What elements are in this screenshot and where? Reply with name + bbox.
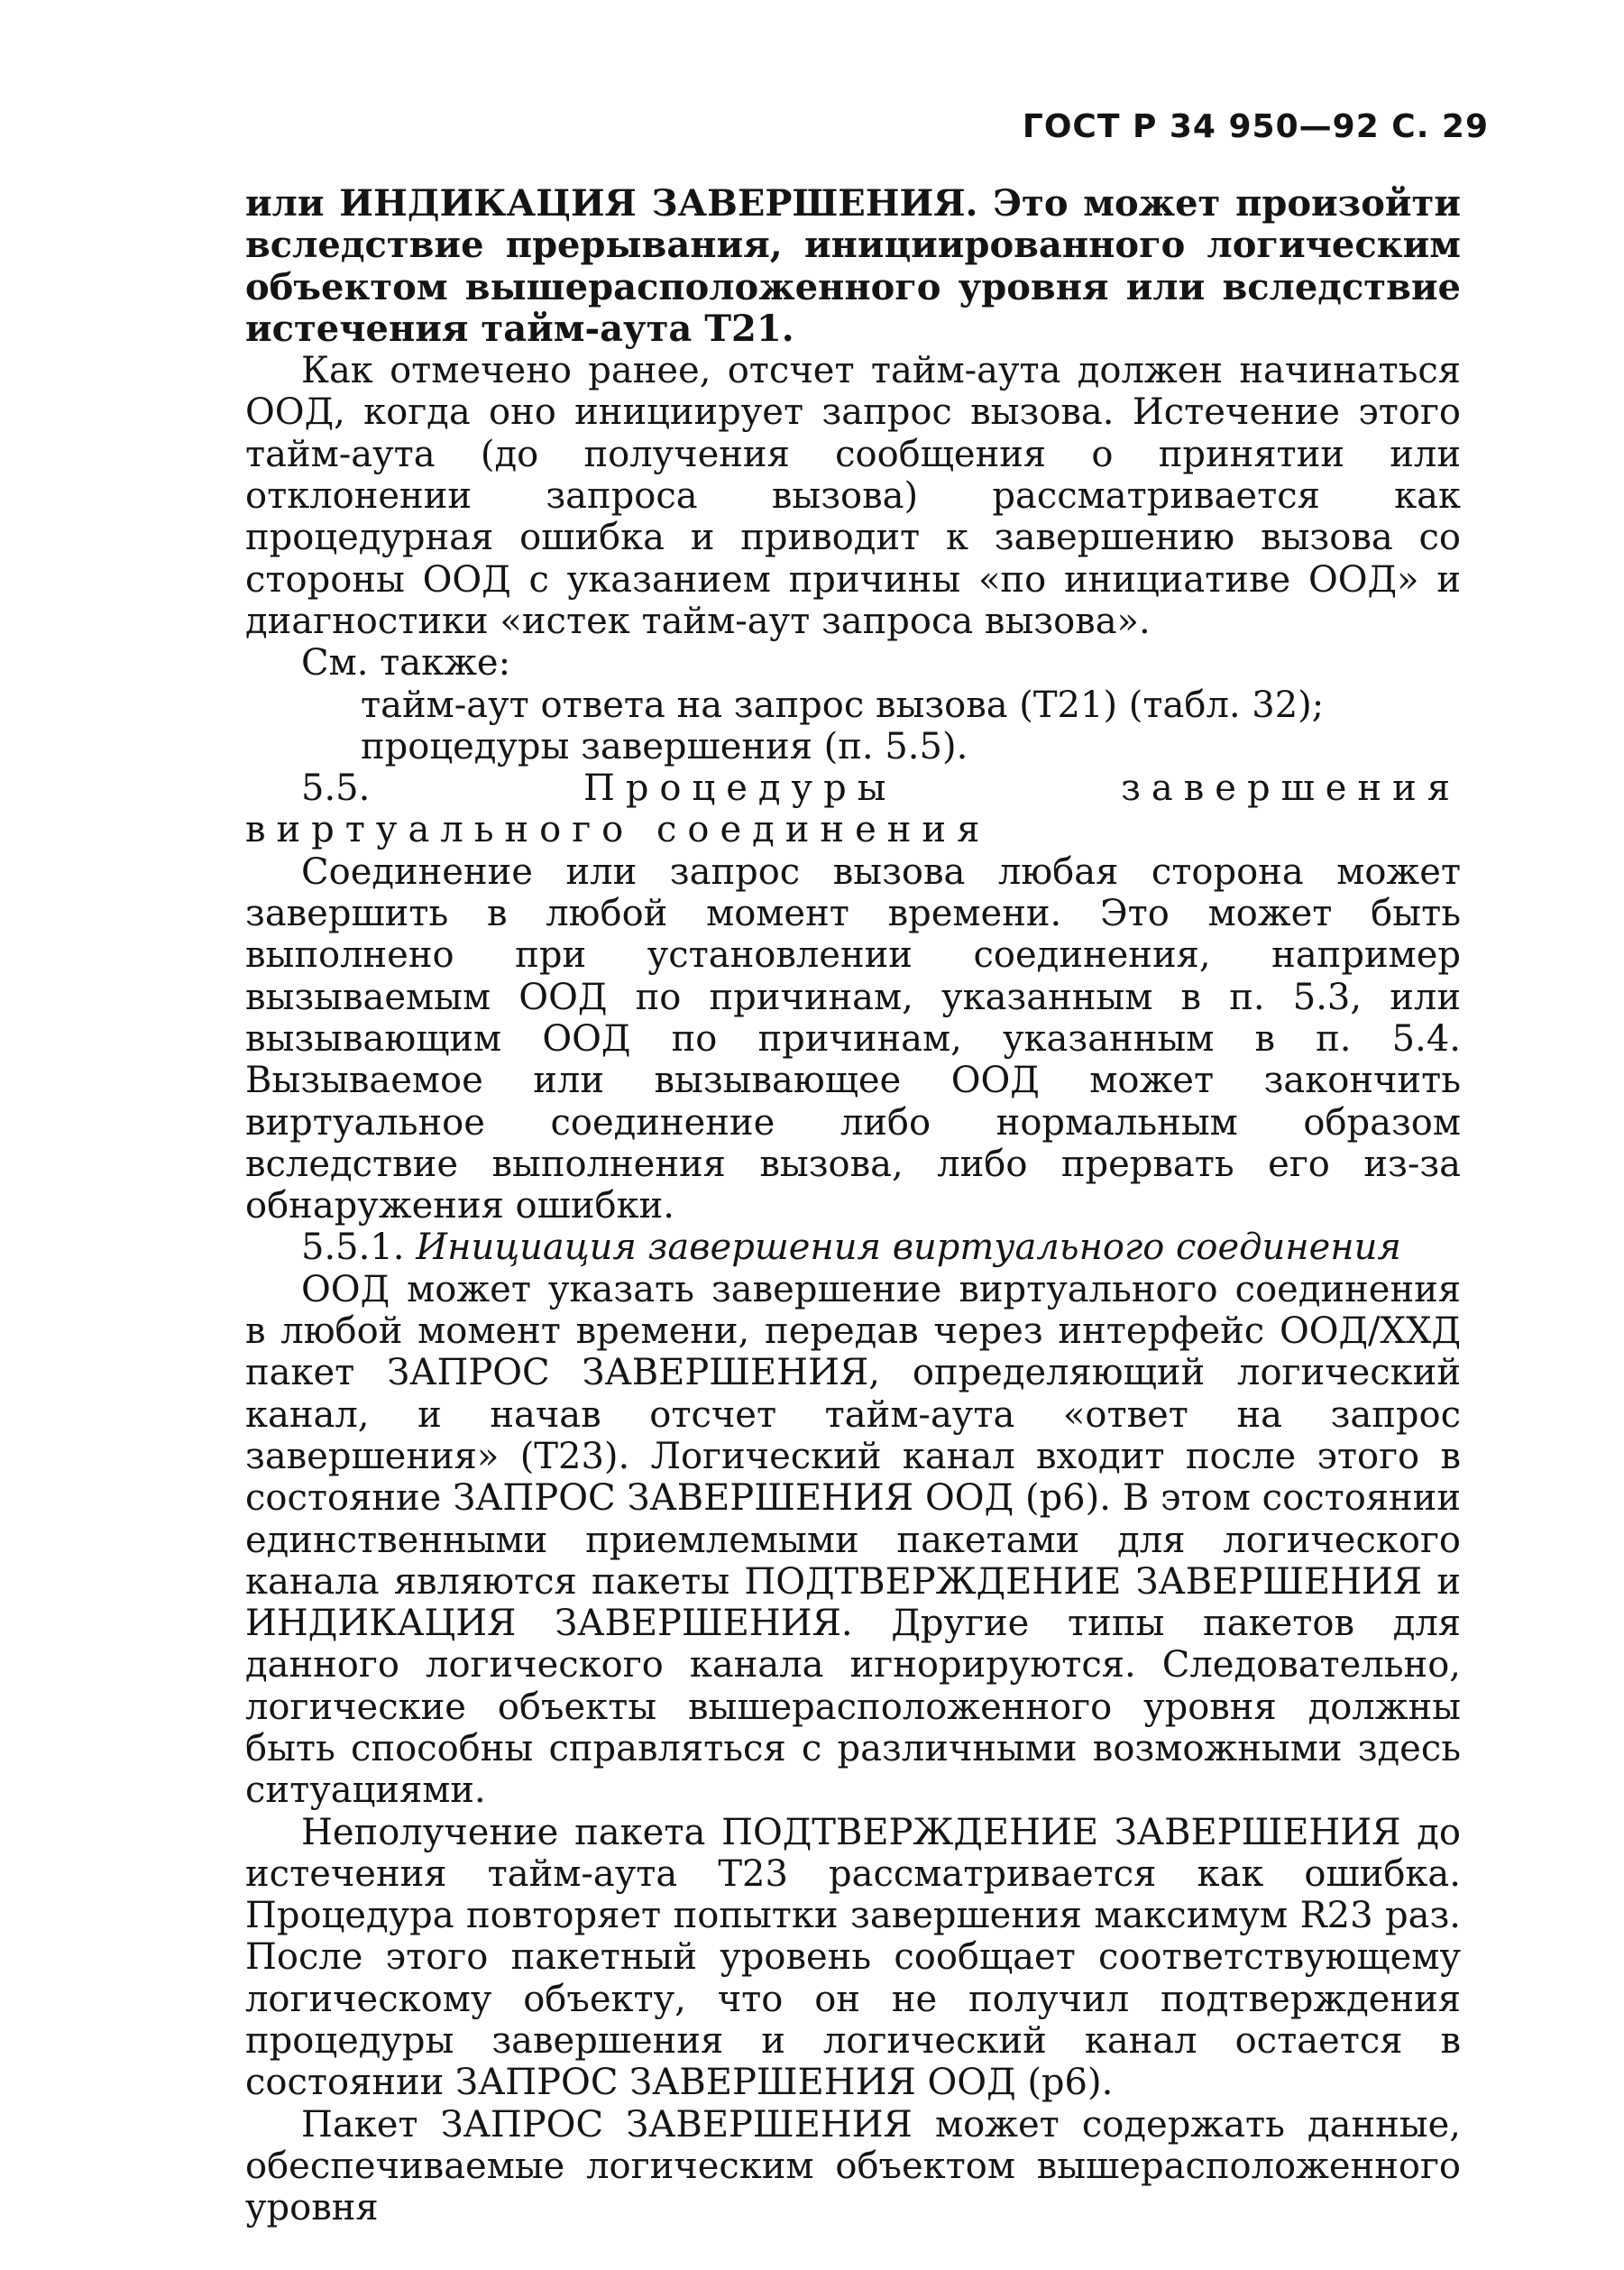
paragraph-continuation: или ИНДИКАЦИЯ ЗАВЕРШЕНИЯ. Это может произойти вследствие прерывания, инициированного логическим объектом вышерасположенного уровня или вследствие истечения тайм-аута Т21. bbox=[245, 182, 1461, 350]
paragraph-termination: Соединение или запрос вызова любая сторона может завершить в любой момент времени. Это может быть выполнено при установлении соединения, например вызываемым ООД по причинам, указанным в п. 5.3, или вызывающим ООД по причинам, указанным в п. 5.4. Вызываемое или вызывающее ООД может закончить виртуальное соединение либо нормальным образом вследствие выполнения вызова, либо прервать его из-за обнаружения ошибки. bbox=[245, 850, 1461, 1227]
document-body bbox=[245, 183, 1461, 2229]
section-heading bbox=[245, 767, 1461, 851]
subsection-title: Инициация завершения виртуального соединения bbox=[416, 1227, 1401, 1269]
subsection-number: 5.5.1. bbox=[301, 1227, 405, 1269]
section-number: 5.5. bbox=[301, 767, 371, 810]
see-also-item: тайм-аут ответа на запрос вызова (Т21) (табл. 32); bbox=[361, 684, 1325, 726]
subsection-heading bbox=[245, 1227, 1461, 1268]
paragraph-clear-request: Пакет ЗАПРОС ЗАВЕРШЕНИЯ может содержать данные, обеспечиваемые логическим объектом вышерасположенного уровня bbox=[245, 2103, 1461, 2229]
paragraph-confirmation: Неполучение пакета ПОДТВЕРЖДЕНИЕ ЗАВЕРШЕНИЯ до истечения тайм-аута Т23 рассматривается как ошибка. Процедура повторяет попытки завершения максимум R23 раз. После этого пакетный уровень сообщает соответствующему логическому объекту, что он не получил подтверждения процедуры завершения и логический канал остается в состоянии ЗАПРОС ЗАВЕРШЕНИЯ ООД (р6). bbox=[245, 1811, 1461, 2104]
see-also-item: процедуры завершения (п. 5.5). bbox=[361, 725, 968, 767]
running-header: ГОСТ Р 34 950—92 С. 29 bbox=[1022, 108, 1489, 145]
paragraph-initiation: ООД может указать завершение виртуального соединения в любой момент времени, передав через интерфейс ООД/ХХД пакет ЗАПРОС ЗАВЕРШЕНИЯ, определяющий логический канал, и начав отсчет тайм-аута «ответ на запрос завершения» (Т23). Логический канал входит после этого в состояние ЗАПРОС ЗАВЕРШЕНИЯ ООД (р6). В этом состоянии единственными приемлемыми пакетами для логического канала являются пакеты ПОДТВЕРЖДЕНИЕ ЗАВЕРШЕНИЯ и ИНДИКАЦИЯ ЗАВЕРШЕНИЯ. Другие типы пакетов для данного логического канала игнорируются. Следовательно, логические объекты вышерасположенного уровня должны быть способны справляться с различными возможными здесь ситуациями. bbox=[245, 1268, 1461, 1812]
section-title: Процедуры завершения виртуального соединения bbox=[245, 767, 1461, 851]
see-also-label: См. также: bbox=[301, 642, 511, 685]
paragraph-timeout: Как отмечено ранее, отсчет тайм-аута должен начинаться ООД, когда оно инициирует запрос вызова. Истечение этого тайм-аута (до получения сообщения о принятии или отклонении запроса вызова) рассматривается как процедурная ошибка и приводит к завершению вызова со стороны ООД с указанием причины «по инициативе ООД» и диагностики «истек тайм-аут запроса вызова». bbox=[245, 350, 1461, 642]
